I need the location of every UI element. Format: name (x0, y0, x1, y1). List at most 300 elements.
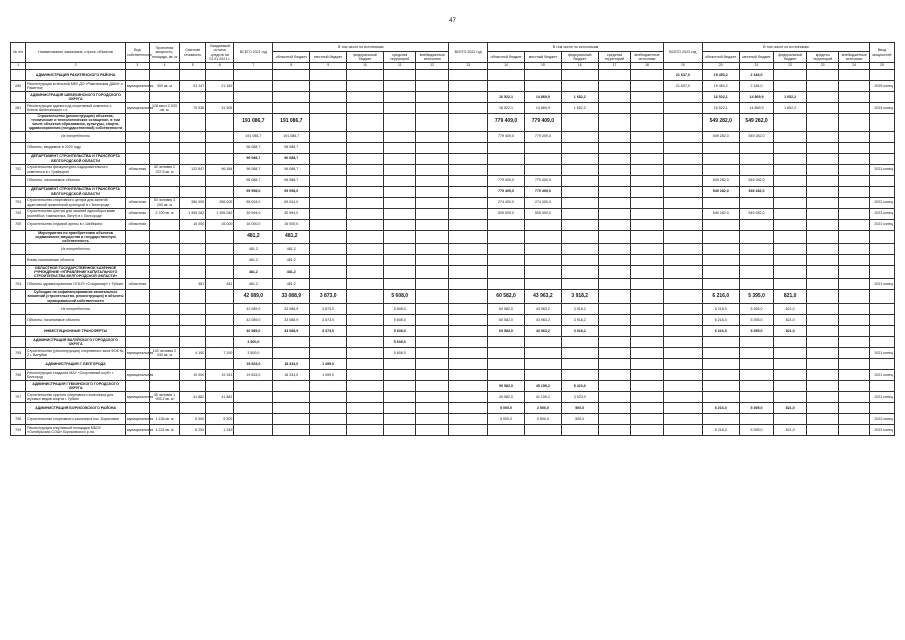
row-value: 1 652,2 (774, 92, 807, 103)
row-value (598, 254, 631, 265)
row-value (524, 153, 561, 164)
row-estimate (180, 92, 206, 103)
row-remainder: 7 100 (206, 347, 234, 358)
row-value (702, 380, 739, 391)
row-value (449, 380, 488, 391)
row-value: 5 608,0 (383, 290, 416, 303)
row-value (663, 131, 702, 142)
row-value (561, 153, 598, 164)
table-row (11, 290, 895, 303)
column-number: 24 (839, 63, 869, 70)
row-value (631, 391, 664, 402)
row-value (806, 290, 839, 303)
row-value: 821,0 (774, 290, 807, 303)
row-value (631, 347, 664, 358)
row-estimate (180, 290, 206, 303)
row-estimate: 481 (180, 279, 206, 290)
row-value (347, 358, 384, 369)
row-value (347, 413, 384, 424)
row-value (561, 142, 598, 153)
row-value (449, 153, 488, 164)
header-regional: областной бюджет (273, 52, 310, 63)
row-value: 549 282,0 (702, 114, 739, 132)
row-commissioning (869, 358, 894, 369)
row-estimate: 132 847 (180, 164, 206, 175)
row-value (416, 391, 449, 402)
row-value (561, 164, 598, 175)
row-value (739, 391, 774, 402)
header-capacity: Проектная мощность, площадь, кв. м (149, 43, 179, 63)
row-value: 191 086,7 (273, 131, 310, 142)
row-value (347, 164, 384, 175)
row-value (631, 197, 664, 208)
row-capacity (149, 131, 179, 142)
row-value: 821,0 (774, 303, 807, 314)
row-value: 5 395,0 (739, 325, 774, 336)
row-estimate: 1 395 282 (180, 208, 206, 219)
row-remainder: 16 000 (206, 219, 234, 230)
header-num: № п/п (11, 43, 26, 63)
row-value: 2 184,0 (739, 70, 774, 81)
row-value (839, 347, 869, 358)
header-offbudget: внебюджетные источники (631, 52, 664, 63)
column-number: 6 (206, 63, 234, 70)
row-value (524, 70, 561, 81)
row-remainder (206, 380, 234, 391)
row-value (774, 164, 807, 175)
row-value (663, 208, 702, 219)
row-value (416, 413, 449, 424)
row-value: 96 088,7 (234, 142, 273, 153)
row-value (416, 164, 449, 175)
row-name: АДМИНИСТРАЦИЯ ГУБКИНСКОГО ГОРОДСКОГО ОКРУГА (26, 380, 126, 391)
row-value (663, 424, 702, 435)
row-remainder (206, 314, 234, 325)
row-value (524, 336, 561, 347)
row-value (839, 142, 869, 153)
row-name: Объекты, начинаемые объекты (26, 314, 126, 325)
row-value (347, 391, 384, 402)
row-value: 1 499,0 (310, 358, 347, 369)
row-value: 40 589,0 (234, 325, 273, 336)
row-value (383, 175, 416, 186)
row-value (449, 208, 488, 219)
row-name: Строительство ледовой арены в г. Шебекино (26, 219, 126, 230)
row-value (524, 164, 561, 175)
row-number (11, 114, 26, 132)
row-commissioning (869, 314, 894, 325)
row-value (310, 81, 347, 92)
row-value: 30 994,0 (234, 208, 273, 219)
table-row (11, 314, 895, 325)
row-number: 703 (11, 197, 26, 208)
row-value (663, 279, 702, 290)
row-capacity (149, 219, 179, 230)
row-commissioning (869, 131, 894, 142)
row-value (774, 81, 807, 92)
row-value: 481,2 (234, 265, 273, 278)
row-value (561, 254, 598, 265)
row-capacity (149, 290, 179, 303)
header-remainder: Ожидаемый остаток средств на 01.01.2021 г. (206, 43, 234, 63)
row-value (449, 70, 488, 81)
row-value (524, 230, 561, 243)
column-number: 5 (180, 63, 206, 70)
row-value (806, 164, 839, 175)
header-group-2022: В том числе по источникам (488, 43, 664, 52)
row-value (631, 142, 664, 153)
row-value: 3 923,0 (561, 391, 598, 402)
row-value (839, 358, 869, 369)
row-capacity (149, 186, 179, 197)
row-value: 274 400,0 (524, 197, 561, 208)
row-value (347, 219, 384, 230)
row-value: 14 869,9 (524, 92, 561, 103)
row-value: 43 963,2 (524, 325, 561, 336)
row-value (383, 164, 416, 175)
row-commissioning (869, 114, 894, 132)
row-value: 1 499,0 (310, 369, 347, 380)
table-row (11, 254, 895, 265)
row-value (416, 208, 449, 219)
row-value (702, 153, 739, 164)
row-value (739, 279, 774, 290)
column-number: 17 (598, 63, 631, 70)
row-value (561, 369, 598, 380)
row-value (416, 336, 449, 347)
row-value: 3 918,2 (561, 325, 598, 336)
row-value (631, 336, 664, 347)
row-value (663, 142, 702, 153)
row-value (383, 208, 416, 219)
row-value (806, 186, 839, 197)
row-value (234, 424, 273, 435)
row-value: 5 423,0 (561, 380, 598, 391)
row-value (310, 380, 347, 391)
row-value (449, 114, 488, 132)
row-value: 481,2 (234, 254, 273, 265)
row-value: 505 009,0 (524, 208, 561, 219)
row-number: 705 (11, 347, 26, 358)
row-estimate: 356 005 (180, 197, 206, 208)
row-name: ОБЛАСТНОЕ ГОСУДАРСТВЕННОЕ КАЗЕННОЕ УЧРЕЖДЕНИЕ «УПРАВЛЕНИЕ КАПИТАЛЬНОГО СТРОИТЕЛЬСТВА БЕЛГОРОДСКОЙ ОБЛАСТИ» (26, 265, 126, 278)
row-commissioning: 2021 конец (869, 164, 894, 175)
row-ownership: муниципальная (125, 81, 149, 92)
row-name: Строительство спортивного комплекса пос. Борисовка (26, 413, 126, 424)
row-value: 5 000,0 (488, 413, 525, 424)
row-value (561, 265, 598, 278)
row-commissioning: 2023 конец (869, 424, 894, 435)
row-value (310, 254, 347, 265)
row-value (663, 175, 702, 186)
row-value (806, 424, 839, 435)
table-row (11, 391, 895, 402)
table-row (11, 265, 895, 278)
row-value (416, 358, 449, 369)
row-value: 481,2 (273, 279, 310, 290)
row-name: Из потребности (26, 303, 126, 314)
row-ownership (125, 336, 149, 347)
column-number: 15 (524, 63, 561, 70)
row-value (598, 413, 631, 424)
row-value: 481,2 (273, 230, 310, 243)
table-row (11, 358, 895, 369)
column-number: 25 (869, 63, 894, 70)
row-value (383, 265, 416, 278)
row-value: 3 918,2 (561, 303, 598, 314)
row-value (739, 197, 774, 208)
row-value (739, 142, 774, 153)
row-estimate: 79 936 (180, 103, 206, 114)
row-value (774, 347, 807, 358)
row-value (561, 208, 598, 219)
row-value (631, 279, 664, 290)
row-remainder: 481 (206, 279, 234, 290)
row-value (347, 103, 384, 114)
row-ownership (125, 92, 149, 103)
column-number: 3 (125, 63, 149, 70)
table-row (11, 208, 895, 219)
column-number: 2 (26, 63, 126, 70)
row-capacity (149, 336, 179, 347)
column-number: 16 (561, 63, 598, 70)
row-value: 5 395,0 (739, 290, 774, 303)
row-value (598, 265, 631, 278)
row-capacity (149, 243, 179, 254)
row-value (598, 325, 631, 336)
row-value (561, 230, 598, 243)
row-value: 96 088,7 (234, 153, 273, 164)
row-commissioning (869, 290, 894, 303)
row-value: 96 088,7 (234, 164, 273, 175)
row-value (631, 103, 664, 114)
row-value (631, 219, 664, 230)
row-commissioning (869, 380, 894, 391)
row-remainder (206, 142, 234, 153)
row-value: 3 918,2 (561, 290, 598, 303)
row-value (310, 243, 347, 254)
row-ownership (125, 358, 149, 369)
row-value (774, 336, 807, 347)
row-value (347, 92, 384, 103)
row-value (598, 164, 631, 175)
row-value: 779 409,0 (524, 186, 561, 197)
row-value: 3 873,0 (310, 303, 347, 314)
row-value: 65 004,0 (273, 197, 310, 208)
row-value (383, 254, 416, 265)
row-value (347, 197, 384, 208)
row-value: 96 088,7 (273, 142, 310, 153)
row-value (663, 358, 702, 369)
row-value: 19 833,0 (234, 358, 273, 369)
row-estimate (180, 153, 206, 164)
header-total-2022: ВСЕГО 2022 год (449, 43, 488, 63)
row-value (347, 265, 384, 278)
row-value (416, 290, 449, 303)
row-capacity (149, 265, 179, 278)
row-ownership (125, 265, 149, 278)
row-value: 1 652,2 (561, 103, 598, 114)
row-value: 19 453,2 (702, 81, 739, 92)
row-value (806, 254, 839, 265)
row-commissioning (869, 402, 894, 413)
row-value: 5 395,0 (739, 424, 774, 435)
row-value (310, 142, 347, 153)
row-value (598, 219, 631, 230)
row-value (347, 153, 384, 164)
row-value (416, 103, 449, 114)
table-row (11, 402, 895, 413)
row-value (561, 347, 598, 358)
table-row (11, 131, 895, 142)
row-value (310, 208, 347, 219)
row-value (273, 402, 310, 413)
row-value (488, 265, 525, 278)
row-value (774, 391, 807, 402)
row-remainder: 1 249 (206, 424, 234, 435)
row-value (839, 114, 869, 132)
row-value (806, 380, 839, 391)
row-value: 6 216,0 (702, 290, 739, 303)
row-value (806, 369, 839, 380)
row-value: 6 216,0 (702, 424, 739, 435)
row-value (663, 164, 702, 175)
row-value (488, 142, 525, 153)
row-capacity (149, 325, 179, 336)
column-number: 9 (310, 63, 347, 70)
table-row (11, 164, 895, 175)
row-value (739, 358, 774, 369)
row-value (631, 358, 664, 369)
row-value (449, 314, 488, 325)
row-value: 5 608,0 (383, 303, 416, 314)
row-value (739, 230, 774, 243)
row-value: 779 409,0 (524, 131, 561, 142)
row-value (524, 279, 561, 290)
row-value (774, 70, 807, 81)
row-value (383, 279, 416, 290)
row-value (663, 186, 702, 197)
row-value (774, 142, 807, 153)
row-value (449, 265, 488, 278)
row-value (631, 314, 664, 325)
row-value (234, 391, 273, 402)
row-value (806, 70, 839, 81)
column-number: 18 (631, 63, 664, 70)
row-value: 549 282,0 (739, 186, 774, 197)
row-value (598, 142, 631, 153)
row-ownership (125, 243, 149, 254)
row-value: 2 500,0 (524, 413, 561, 424)
row-value (416, 153, 449, 164)
row-value (631, 92, 664, 103)
row-value (310, 153, 347, 164)
table-row (11, 103, 895, 114)
row-value (524, 142, 561, 153)
row-value (347, 81, 384, 92)
table-row (11, 336, 895, 347)
row-value: 5 395,0 (739, 303, 774, 314)
row-value (598, 70, 631, 81)
row-value (310, 92, 347, 103)
row-value (561, 336, 598, 347)
column-number: 13 (449, 63, 488, 70)
row-value (702, 219, 739, 230)
row-value (663, 391, 702, 402)
row-ownership (125, 325, 149, 336)
row-value (806, 279, 839, 290)
row-remainder: 96 184 (206, 164, 234, 175)
row-value (702, 391, 739, 402)
row-value (347, 142, 384, 153)
row-value: 30 994,0 (273, 208, 310, 219)
row-value: 19 453,2 (702, 70, 739, 81)
row-value (416, 197, 449, 208)
row-value (524, 358, 561, 369)
row-value (839, 92, 869, 103)
row-remainder (206, 114, 234, 132)
table-row (11, 230, 895, 243)
row-value (488, 369, 525, 380)
row-estimate (180, 314, 206, 325)
row-number (11, 230, 26, 243)
column-number: 21 (739, 63, 774, 70)
row-value (774, 153, 807, 164)
row-value (347, 380, 384, 391)
row-ownership (125, 314, 149, 325)
table-row (11, 347, 895, 358)
row-value (488, 347, 525, 358)
row-value (524, 81, 561, 92)
row-value: 779 409,0 (524, 175, 561, 186)
header-regional: областной бюджет (702, 52, 739, 63)
row-number: 707 (11, 391, 26, 402)
row-name: Строительство физкультурно-оздоровительного комплекса в г. Грайворон (26, 164, 126, 175)
table-row (11, 70, 895, 81)
row-value: 42 089,0 (234, 303, 273, 314)
row-value (839, 219, 869, 230)
row-value (273, 92, 310, 103)
row-value (663, 369, 702, 380)
row-name: Субсидии на софинансирование капитальных вложений (строительство, реконструкция) в объекты муниципальной собственности (27, 290, 124, 303)
row-value (702, 413, 739, 424)
budget-table (10, 42, 895, 436)
row-ownership: муниципальная (125, 413, 149, 424)
row-commissioning (869, 175, 894, 186)
table-row (11, 186, 895, 197)
row-remainder: 31 905 (206, 103, 234, 114)
row-value (598, 131, 631, 142)
row-value (449, 92, 488, 103)
row-value (310, 175, 347, 186)
row-value (774, 413, 807, 424)
table-row (11, 369, 895, 380)
row-name: Из потребности (26, 131, 126, 142)
row-value (631, 175, 664, 186)
row-value (663, 347, 702, 358)
row-value: 6 216,0 (702, 314, 739, 325)
row-remainder (206, 325, 234, 336)
row-value (739, 243, 774, 254)
row-value (702, 197, 739, 208)
table-row (11, 380, 895, 391)
row-value (739, 265, 774, 278)
row-value (310, 131, 347, 142)
row-value: 2 500,0 (524, 402, 561, 413)
row-value (310, 424, 347, 435)
row-value: 779 409,0 (488, 131, 525, 142)
row-value (449, 164, 488, 175)
